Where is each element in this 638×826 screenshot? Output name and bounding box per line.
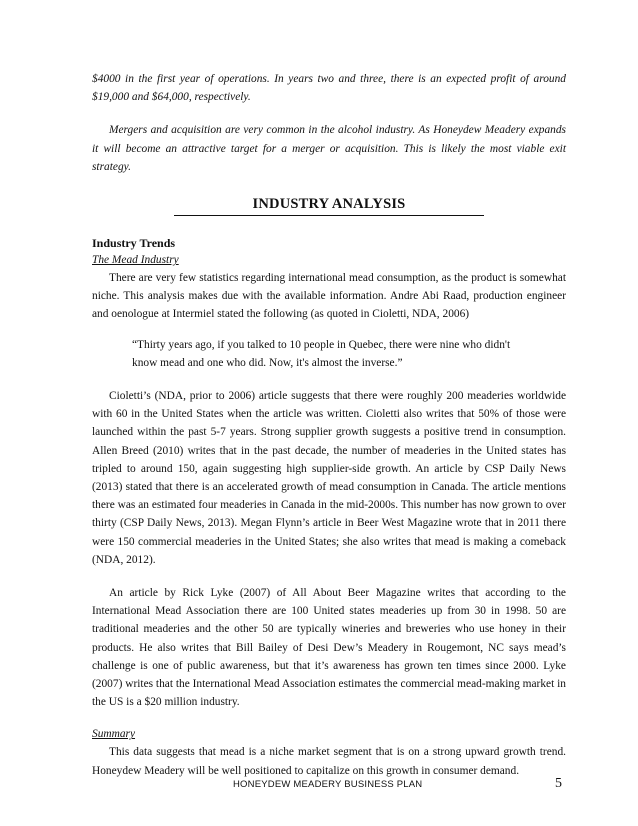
intro-paragraph-financials: $4000 in the first year of operations. In years two and three, there is an expected profit of around $19,000 and $64,000, respectively.: [92, 73, 566, 104]
trends-paragraph-2: Cioletti’s (NDA, prior to 2006) article suggests that there were roughly 200 meaderies worldwide with 60 in the United States when the article was written. Cioletti also writes that 50% of those were launched within the past 5-7 years. Strong supplier growth suggests a positive trend in consumption. Allen Breed (2010) writes that in the past decade, the number of meaderies in the United states has tripled to around 150, again suggesting high supplier-side growth. An article by CSP Daily News (2013) stated that there is an accelerated growth of mead consumption in Canada. The article mentions there was an estimated four meaderies in Canada in the mid-2000s. This number has now grown to over thirty (CSP Daily News, 2013). Megan Flynn’s article in Beer West Magazine wrote that in 2011 there were 150 commercial meaderies in the United States; she also writes that mead is making a comeback (NDA, 2012).: [92, 390, 566, 566]
section-title-block: [92, 194, 566, 216]
industry-trends-heading: Industry Trends: [92, 236, 176, 251]
section-title-rule: [174, 215, 484, 216]
page-footer: [0, 776, 638, 796]
summary-paragraph: This data suggests that mead is a niche market segment that is on a strong upward growth trend. Honeydew Meadery will be well positioned to capitalize on this growth in consumer demand.: [92, 746, 566, 777]
page-number: 5: [555, 776, 562, 791]
footer-title: HONEYDEW MEADERY BUSINESS PLAN: [233, 779, 423, 790]
trends-paragraph-1: There are very few statistics regarding international mead consumption, as the product is somewhat niche. This analysis makes due with the available information. Andre Abi Raad, production engineer and oenologue at Intermiel stated the following (as quoted in Cioletti, NDA, 2006): [92, 272, 566, 321]
summary-heading: Summary: [92, 728, 136, 741]
block-quote: “Thirty years ago, if you talked to 10 people in Quebec, there were nine who didn't know mead and one who did. Now, it's almost the inverse.”: [132, 338, 511, 369]
trends-paragraph-3: An article by Rick Lyke (2007) of All About Beer Magazine writes that according to the International Mead Association there are 100 United states meaderies up from 30 in 1998. 50 are traditional meaderies and the other 50 are typically wineries and breweries who use honey in their products. He also writes that Bill Bailey of Desi Dew’s Meadery in Rougemont, NC says mead’s challenge is one of public awareness, but that it’s awareness has grown ten times since 2000. Lyke (2007) writes that the International Mead Association estimates the commercial mead-making market in the US is a $20 million industry.: [92, 587, 566, 709]
section-title: INDUSTRY ANALYSIS: [252, 196, 406, 213]
intro-paragraph-exit-strategy: Mergers and acquisition are very common in the alcohol industry. As Honeydew Meadery expands it will become an attractive target for a merger or acquisition. This is likely the most viable exit strategy.: [92, 124, 566, 173]
document-page: [92, 70, 566, 780]
mead-industry-subheading: The Mead Industry: [92, 254, 179, 267]
